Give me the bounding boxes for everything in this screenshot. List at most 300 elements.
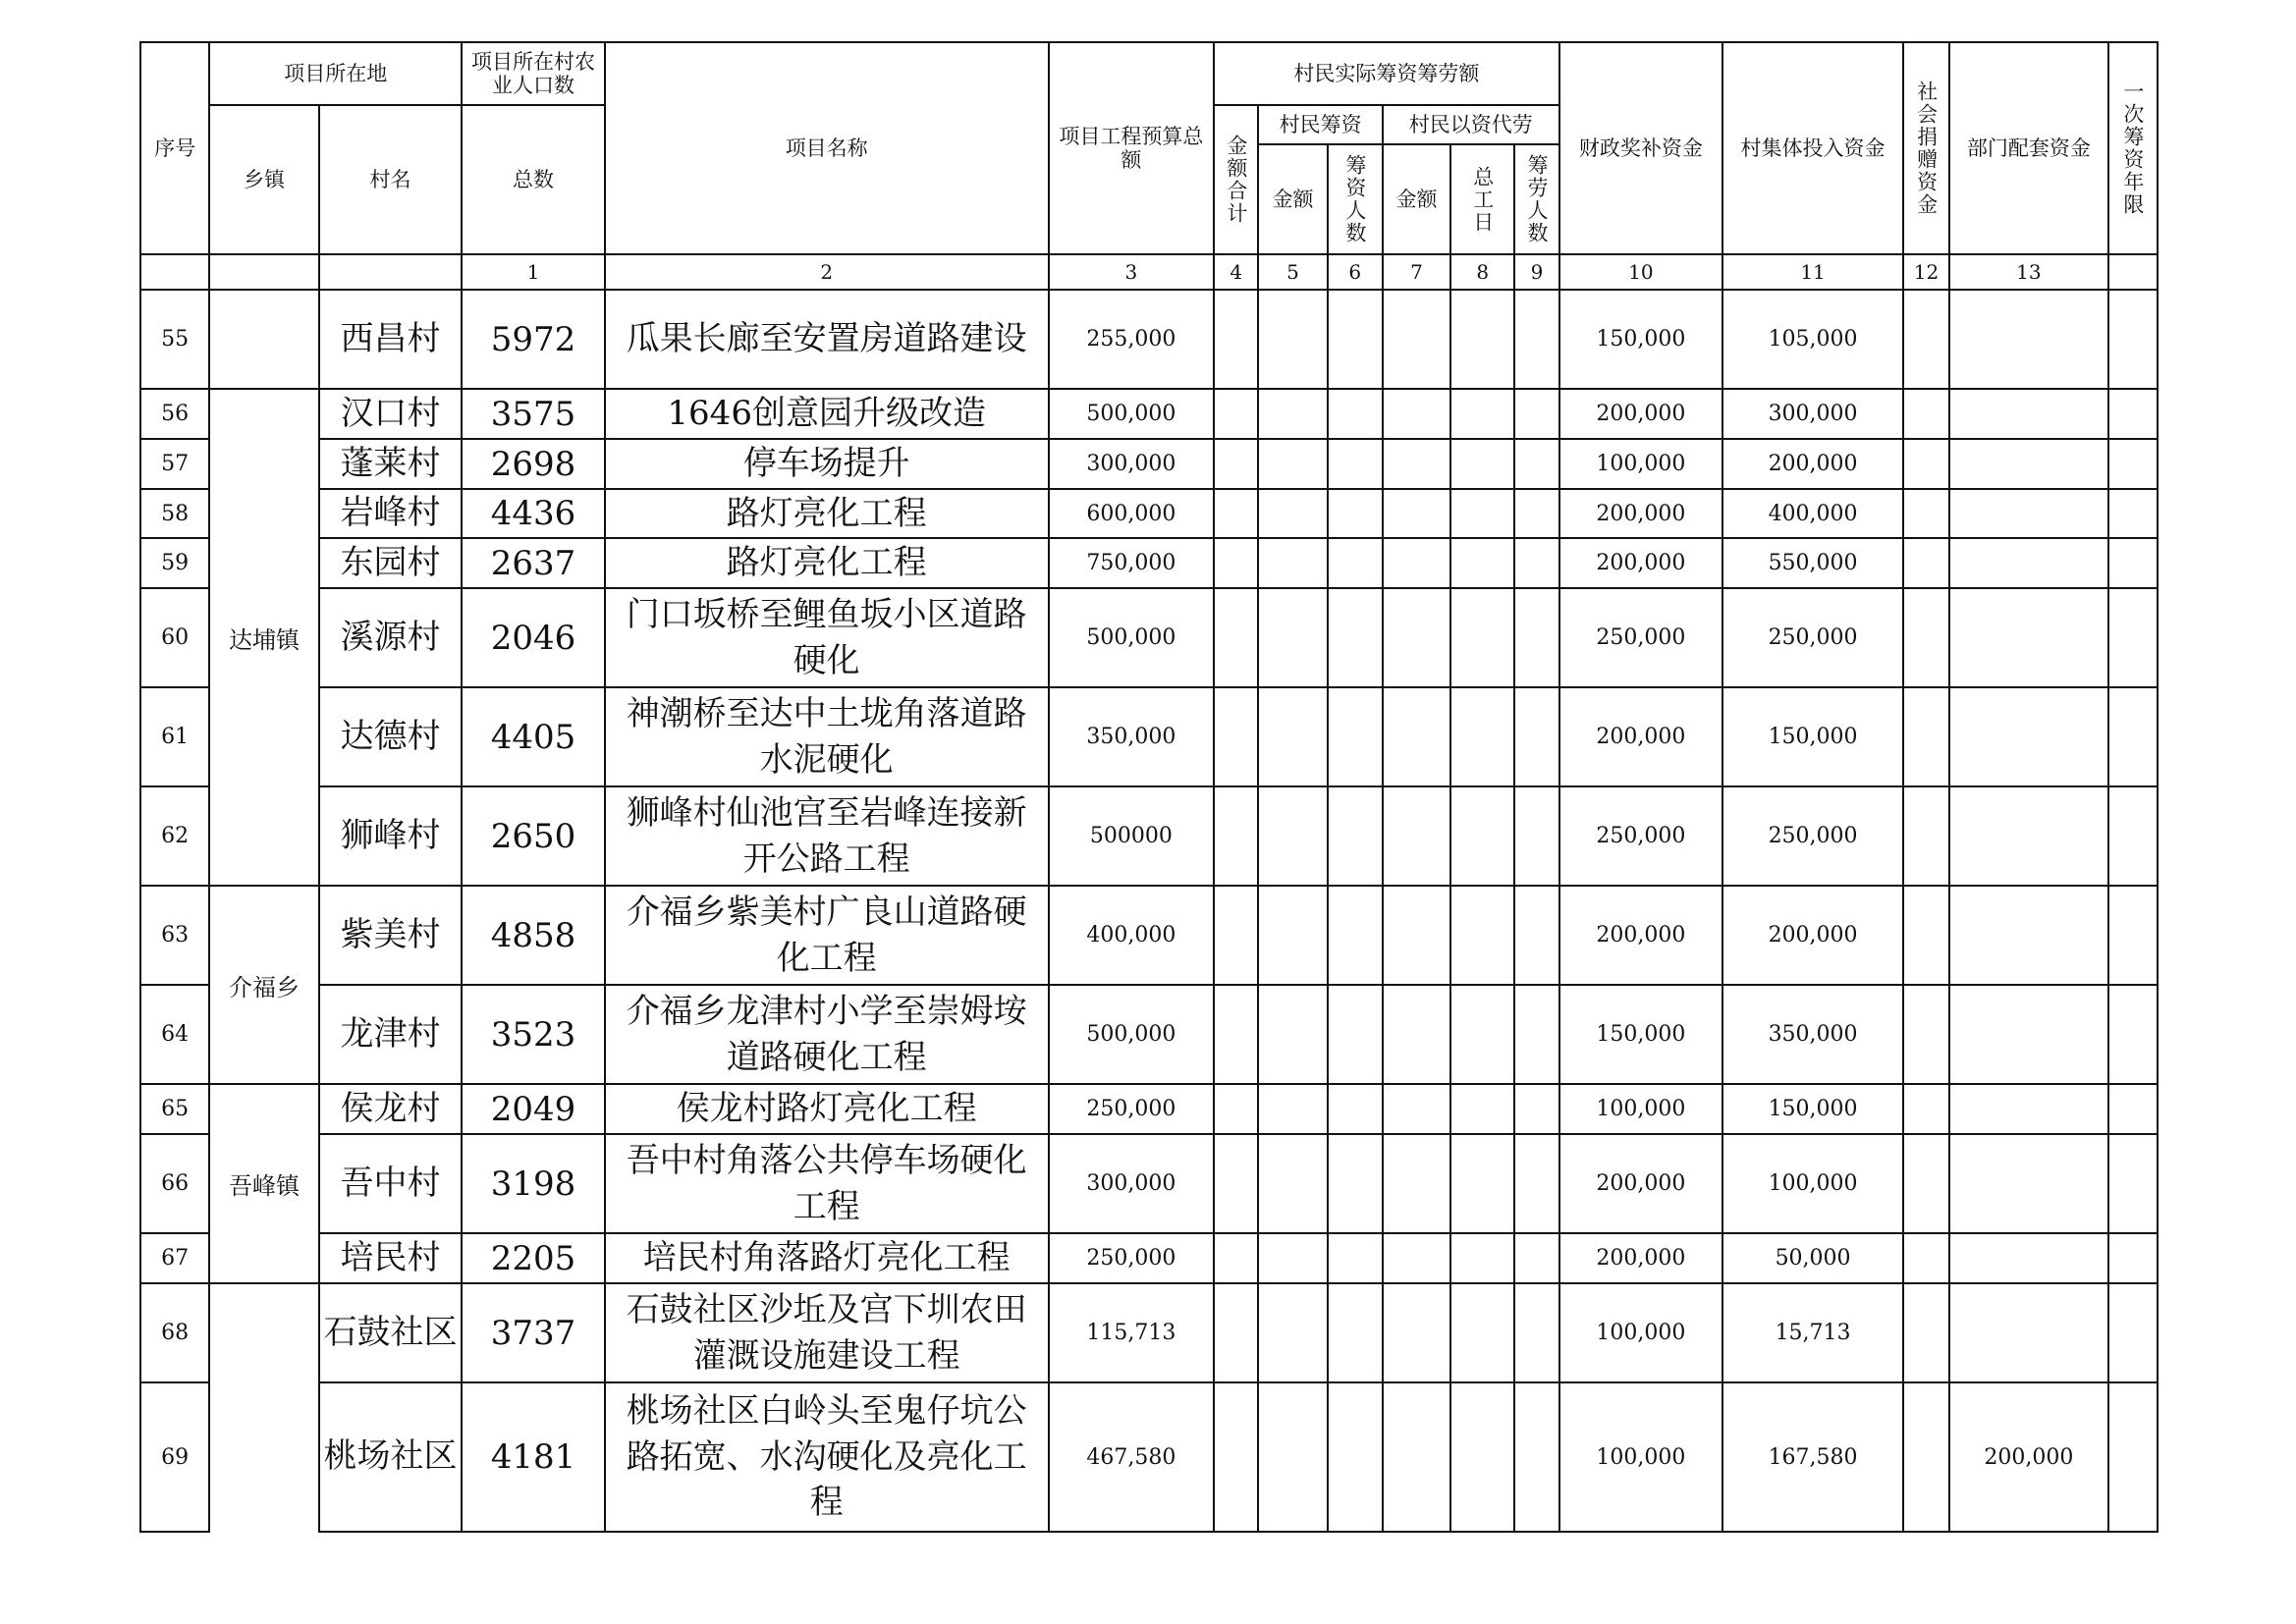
fiscal-subsidy-cell: 250,000 — [1559, 588, 1723, 687]
fiscal-subsidy-cell: 200,000 — [1559, 687, 1723, 786]
seq-cell: 68 — [140, 1283, 209, 1382]
workdays-cell — [1450, 389, 1514, 439]
header-villager-group: 村民实际筹资筹劳额 — [1214, 42, 1558, 105]
population-cell: 2637 — [462, 538, 605, 588]
seq-cell: 61 — [140, 687, 209, 786]
header-one-time-years — [2108, 42, 2158, 254]
funding-amount-cell — [1258, 1233, 1327, 1283]
budget-cell: 750,000 — [1049, 538, 1215, 588]
project-name-cell: 吾中村角落公共停车场硬化工程 — [605, 1134, 1049, 1233]
labor-people-cell — [1514, 1283, 1558, 1382]
population-cell: 4181 — [462, 1382, 605, 1532]
workdays-cell — [1450, 1382, 1514, 1532]
village-cell: 石鼓社区 — [319, 1283, 463, 1382]
amount-total-cell — [1214, 389, 1258, 439]
labor-amount-cell — [1383, 538, 1450, 588]
amount-total-cell — [1214, 538, 1258, 588]
collective-investment-cell: 300,000 — [1722, 389, 1903, 439]
index-cell: 13 — [1949, 254, 2108, 290]
collective-investment-cell: 150,000 — [1722, 687, 1903, 786]
population-cell: 4436 — [462, 489, 605, 538]
table-row — [140, 538, 2158, 588]
township-cell-wufeng: 吾峰镇 — [209, 1084, 318, 1283]
funding-people-cell — [1328, 985, 1383, 1084]
labor-amount-cell — [1383, 1283, 1450, 1382]
collective-investment-cell: 250,000 — [1722, 588, 1903, 687]
funding-amount-cell — [1258, 687, 1327, 786]
labor-people-cell — [1514, 886, 1558, 985]
header-funding-people — [1328, 144, 1383, 254]
project-name-cell: 门口坂桥至鲤鱼坂小区道路硬化 — [605, 588, 1049, 687]
table-row — [140, 489, 2158, 538]
funding-amount-cell — [1258, 588, 1327, 687]
workdays-cell — [1450, 687, 1514, 786]
funding-people-cell — [1328, 886, 1383, 985]
table-row — [140, 290, 2158, 389]
funding-amount-cell — [1258, 439, 1327, 489]
workdays-cell — [1450, 1084, 1514, 1134]
village-cell: 汉口村 — [319, 389, 463, 439]
collective-investment-cell: 150,000 — [1722, 1084, 1903, 1134]
budget-cell: 467,580 — [1049, 1382, 1215, 1532]
header-location-group: 项目所在地 — [209, 42, 462, 105]
village-cell: 培民村 — [319, 1233, 463, 1283]
header-population-group: 项目所在村农业人口数 — [462, 42, 605, 105]
population-cell: 2046 — [462, 588, 605, 687]
labor-people-cell — [1514, 389, 1558, 439]
workdays-cell — [1450, 1134, 1514, 1233]
funding-amount-cell — [1258, 290, 1327, 389]
project-name-cell: 介福乡龙津村小学至崇姆垵道路硬化工程 — [605, 985, 1049, 1084]
budget-cell: 300,000 — [1049, 1134, 1215, 1233]
social-donation-cell — [1903, 538, 1949, 588]
table-row — [140, 687, 2158, 786]
index-cell: 3 — [1049, 254, 1215, 290]
social-donation-cell — [1903, 290, 1949, 389]
collective-investment-cell: 400,000 — [1722, 489, 1903, 538]
amount-total-cell — [1214, 886, 1258, 985]
dept-matching-cell — [1949, 439, 2108, 489]
project-name-cell: 1646创意园升级改造 — [605, 389, 1049, 439]
social-donation-cell — [1903, 489, 1949, 538]
dept-matching-cell — [1949, 290, 2108, 389]
years-cell — [2108, 687, 2158, 786]
years-cell — [2108, 1233, 2158, 1283]
population-cell: 3523 — [462, 985, 605, 1084]
years-cell — [2108, 786, 2158, 886]
fiscal-subsidy-cell: 200,000 — [1559, 538, 1723, 588]
amount-total-cell — [1214, 588, 1258, 687]
index-cell: 11 — [1722, 254, 1903, 290]
village-cell: 东园村 — [319, 538, 463, 588]
seq-cell: 60 — [140, 588, 209, 687]
funding-people-cell — [1328, 1134, 1383, 1233]
labor-amount-cell — [1383, 389, 1450, 439]
funding-people-cell — [1328, 1382, 1383, 1532]
collective-investment-cell: 100,000 — [1722, 1134, 1903, 1233]
dept-matching-cell — [1949, 588, 2108, 687]
fiscal-subsidy-cell: 200,000 — [1559, 1233, 1723, 1283]
seq-cell: 65 — [140, 1084, 209, 1134]
labor-amount-cell — [1383, 588, 1450, 687]
population-cell: 4858 — [462, 886, 605, 985]
village-cell: 桃场社区 — [319, 1382, 463, 1532]
index-cell: 5 — [1258, 254, 1327, 290]
project-name-cell: 培民村角落路灯亮化工程 — [605, 1233, 1049, 1283]
funding-people-cell — [1328, 786, 1383, 886]
header-amount-total-text: 金额合计 — [1224, 135, 1248, 225]
labor-people-cell — [1514, 588, 1558, 687]
funding-people-cell — [1328, 439, 1383, 489]
project-name-cell: 路灯亮化工程 — [605, 489, 1049, 538]
years-cell — [2108, 489, 2158, 538]
amount-total-cell — [1214, 985, 1258, 1084]
social-donation-cell — [1903, 786, 1949, 886]
village-cell: 龙津村 — [319, 985, 463, 1084]
header-one-time-years-text: 一次筹资年限 — [2120, 81, 2145, 216]
fiscal-subsidy-cell: 100,000 — [1559, 1084, 1723, 1134]
social-donation-cell — [1903, 588, 1949, 687]
labor-people-cell — [1514, 439, 1558, 489]
header-labor-people-text: 筹劳人数 — [1525, 154, 1550, 244]
village-cell: 溪源村 — [319, 588, 463, 687]
budget-cell: 250,000 — [1049, 1233, 1215, 1283]
header-villager-funding: 村民筹资 — [1258, 105, 1382, 144]
index-cell — [140, 254, 209, 290]
labor-amount-cell — [1383, 687, 1450, 786]
fiscal-subsidy-cell: 250,000 — [1559, 786, 1723, 886]
seq-cell: 55 — [140, 290, 209, 389]
labor-amount-cell — [1383, 1233, 1450, 1283]
years-cell — [2108, 886, 2158, 985]
fiscal-subsidy-cell: 100,000 — [1559, 1283, 1723, 1382]
budget-cell: 500,000 — [1049, 985, 1215, 1084]
funding-table — [139, 41, 2159, 1533]
budget-cell: 500000 — [1049, 786, 1215, 886]
collective-investment-cell: 50,000 — [1722, 1233, 1903, 1283]
seq-cell: 63 — [140, 886, 209, 985]
funding-people-cell — [1328, 538, 1383, 588]
population-cell: 2205 — [462, 1233, 605, 1283]
funding-amount-cell — [1258, 538, 1327, 588]
funding-people-cell — [1328, 1283, 1383, 1382]
collective-investment-cell: 15,713 — [1722, 1283, 1903, 1382]
collective-investment-cell: 350,000 — [1722, 985, 1903, 1084]
index-cell: 10 — [1559, 254, 1723, 290]
index-cell: 12 — [1903, 254, 1949, 290]
budget-cell: 600,000 — [1049, 489, 1215, 538]
labor-amount-cell — [1383, 1134, 1450, 1233]
project-name-cell: 狮峰村仙池宫至岩峰连接新开公路工程 — [605, 786, 1049, 886]
header-social-donation-text: 社会捐赠资金 — [1914, 81, 1939, 216]
project-name-cell: 侯龙村路灯亮化工程 — [605, 1084, 1049, 1134]
village-cell: 吾中村 — [319, 1134, 463, 1233]
table-row — [140, 1382, 2158, 1532]
collective-investment-cell: 105,000 — [1722, 290, 1903, 389]
dept-matching-cell — [1949, 886, 2108, 985]
project-name-cell: 瓜果长廊至安置房道路建设 — [605, 290, 1049, 389]
labor-amount-cell — [1383, 439, 1450, 489]
township-cell-dabu: 达埔镇 — [209, 389, 318, 886]
village-cell: 达德村 — [319, 687, 463, 786]
funding-amount-cell — [1258, 985, 1327, 1084]
index-cell: 8 — [1450, 254, 1514, 290]
labor-amount-cell — [1383, 489, 1450, 538]
fiscal-subsidy-cell: 200,000 — [1559, 886, 1723, 985]
labor-amount-cell — [1383, 985, 1450, 1084]
funding-people-cell — [1328, 588, 1383, 687]
amount-total-cell — [1214, 1382, 1258, 1532]
social-donation-cell — [1903, 1134, 1949, 1233]
dept-matching-cell — [1949, 1233, 2108, 1283]
social-donation-cell — [1903, 439, 1949, 489]
project-name-cell: 介福乡紫美村广良山道路硬化工程 — [605, 886, 1049, 985]
seq-cell: 59 — [140, 538, 209, 588]
header-amount: 金额 — [1258, 144, 1327, 254]
table-row — [140, 985, 2158, 1084]
dept-matching-cell — [1949, 489, 2108, 538]
budget-cell: 300,000 — [1049, 439, 1215, 489]
years-cell — [2108, 389, 2158, 439]
funding-amount-cell — [1258, 786, 1327, 886]
labor-people-cell — [1514, 985, 1558, 1084]
header-project-name: 项目名称 — [605, 42, 1049, 254]
dept-matching-cell — [1949, 985, 2108, 1084]
workdays-cell — [1450, 886, 1514, 985]
labor-people-cell — [1514, 1134, 1558, 1233]
social-donation-cell — [1903, 985, 1949, 1084]
amount-total-cell — [1214, 1283, 1258, 1382]
funding-amount-cell — [1258, 489, 1327, 538]
village-cell: 岩峰村 — [319, 489, 463, 538]
index-cell: 7 — [1383, 254, 1450, 290]
years-cell — [2108, 1283, 2158, 1382]
township-cell — [209, 1283, 318, 1532]
workdays-cell — [1450, 290, 1514, 389]
index-cell — [209, 254, 318, 290]
table-row — [140, 439, 2158, 489]
dept-matching-cell: 200,000 — [1949, 1382, 2108, 1532]
workdays-cell — [1450, 985, 1514, 1084]
funding-amount-cell — [1258, 1084, 1327, 1134]
collective-investment-cell: 250,000 — [1722, 786, 1903, 886]
column-index-row — [140, 254, 2158, 290]
population-cell: 3737 — [462, 1283, 605, 1382]
index-cell: 2 — [605, 254, 1049, 290]
years-cell — [2108, 439, 2158, 489]
header-collective-investment: 村集体投入资金 — [1722, 42, 1903, 254]
index-cell — [319, 254, 463, 290]
workdays-cell — [1450, 538, 1514, 588]
labor-people-cell — [1514, 687, 1558, 786]
index-cell: 1 — [462, 254, 605, 290]
collective-investment-cell: 200,000 — [1722, 886, 1903, 985]
amount-total-cell — [1214, 489, 1258, 538]
dept-matching-cell — [1949, 786, 2108, 886]
workdays-cell — [1450, 786, 1514, 886]
amount-total-cell — [1214, 1233, 1258, 1283]
labor-people-cell — [1514, 1382, 1558, 1532]
workdays-cell — [1450, 489, 1514, 538]
labor-amount-cell — [1383, 886, 1450, 985]
funding-people-cell — [1328, 1084, 1383, 1134]
fiscal-subsidy-cell: 100,000 — [1559, 439, 1723, 489]
years-cell — [2108, 1382, 2158, 1532]
village-cell: 侯龙村 — [319, 1084, 463, 1134]
funding-people-cell — [1328, 1233, 1383, 1283]
collective-investment-cell: 167,580 — [1722, 1382, 1903, 1532]
amount-total-cell — [1214, 786, 1258, 886]
budget-cell: 500,000 — [1049, 389, 1215, 439]
seq-cell: 66 — [140, 1134, 209, 1233]
social-donation-cell — [1903, 1233, 1949, 1283]
fiscal-subsidy-cell: 200,000 — [1559, 1134, 1723, 1233]
dept-matching-cell — [1949, 389, 2108, 439]
years-cell — [2108, 538, 2158, 588]
amount-total-cell — [1214, 687, 1258, 786]
header-budget: 项目工程预算总额 — [1049, 42, 1215, 254]
village-cell: 紫美村 — [319, 886, 463, 985]
workdays-cell — [1450, 439, 1514, 489]
seq-cell: 58 — [140, 489, 209, 538]
amount-total-cell — [1214, 1084, 1258, 1134]
project-name-cell: 神潮桥至达中土垅角落道路水泥硬化 — [605, 687, 1049, 786]
table-row — [140, 389, 2158, 439]
social-donation-cell — [1903, 687, 1949, 786]
header-total-workdays-text: 总工日 — [1470, 165, 1495, 234]
header-labor-people — [1514, 144, 1558, 254]
fiscal-subsidy-cell: 150,000 — [1559, 290, 1723, 389]
header-township: 乡镇 — [209, 105, 318, 254]
fiscal-subsidy-cell: 150,000 — [1559, 985, 1723, 1084]
social-donation-cell — [1903, 1283, 1949, 1382]
dept-matching-cell — [1949, 687, 2108, 786]
collective-investment-cell: 200,000 — [1722, 439, 1903, 489]
budget-cell: 350,000 — [1049, 687, 1215, 786]
index-cell: 9 — [1514, 254, 1558, 290]
labor-amount-cell — [1383, 1382, 1450, 1532]
funding-people-cell — [1328, 389, 1383, 439]
years-cell — [2108, 985, 2158, 1084]
budget-cell: 400,000 — [1049, 886, 1215, 985]
header-seq: 序号 — [140, 42, 209, 254]
seq-cell: 64 — [140, 985, 209, 1084]
seq-cell: 57 — [140, 439, 209, 489]
fiscal-subsidy-cell: 200,000 — [1559, 489, 1723, 538]
funding-amount-cell — [1258, 1382, 1327, 1532]
population-cell: 2698 — [462, 439, 605, 489]
header-social-donation — [1903, 42, 1949, 254]
labor-people-cell — [1514, 1233, 1558, 1283]
fiscal-subsidy-cell: 100,000 — [1559, 1382, 1723, 1532]
population-cell: 2650 — [462, 786, 605, 886]
table-row — [140, 1233, 2158, 1283]
funding-people-cell — [1328, 687, 1383, 786]
labor-people-cell — [1514, 1084, 1558, 1134]
index-cell: 6 — [1328, 254, 1383, 290]
seq-cell: 56 — [140, 389, 209, 439]
header-fiscal-subsidy: 财政奖补资金 — [1559, 42, 1723, 254]
social-donation-cell — [1903, 886, 1949, 985]
budget-cell: 115,713 — [1049, 1283, 1215, 1382]
header-funding-people-text: 筹资人数 — [1342, 154, 1367, 244]
funding-amount-cell — [1258, 886, 1327, 985]
amount-total-cell — [1214, 439, 1258, 489]
header-dept-matching: 部门配套资金 — [1949, 42, 2108, 254]
table-row — [140, 1134, 2158, 1233]
table-row — [140, 588, 2158, 687]
labor-amount-cell — [1383, 786, 1450, 886]
population-cell: 3575 — [462, 389, 605, 439]
township-cell-jiefu: 介福乡 — [209, 886, 318, 1084]
amount-total-cell — [1214, 290, 1258, 389]
header-population-total: 总数 — [462, 105, 605, 254]
header-amount-total — [1214, 105, 1258, 254]
dept-matching-cell — [1949, 538, 2108, 588]
years-cell — [2108, 290, 2158, 389]
table-row — [140, 786, 2158, 886]
budget-cell: 250,000 — [1049, 1084, 1215, 1134]
workdays-cell — [1450, 1233, 1514, 1283]
population-cell: 5972 — [462, 290, 605, 389]
labor-people-cell — [1514, 290, 1558, 389]
header-labor-in-lieu: 村民以资代劳 — [1383, 105, 1559, 144]
funding-amount-cell — [1258, 1283, 1327, 1382]
social-donation-cell — [1903, 389, 1949, 439]
years-cell — [2108, 588, 2158, 687]
village-cell: 蓬莱村 — [319, 439, 463, 489]
dept-matching-cell — [1949, 1084, 2108, 1134]
fiscal-subsidy-cell: 200,000 — [1559, 389, 1723, 439]
years-cell — [2108, 1134, 2158, 1233]
budget-cell: 255,000 — [1049, 290, 1215, 389]
social-donation-cell — [1903, 1084, 1949, 1134]
village-cell: 西昌村 — [319, 290, 463, 389]
seq-cell: 62 — [140, 786, 209, 886]
years-cell — [2108, 1084, 2158, 1134]
population-cell: 2049 — [462, 1084, 605, 1134]
funding-people-cell — [1328, 489, 1383, 538]
labor-amount-cell — [1383, 290, 1450, 389]
header-village: 村名 — [319, 105, 463, 254]
funding-amount-cell — [1258, 389, 1327, 439]
budget-cell: 500,000 — [1049, 588, 1215, 687]
seq-cell: 69 — [140, 1382, 209, 1532]
labor-people-cell — [1514, 786, 1558, 886]
project-name-cell: 桃场社区白岭头至鬼仔坑公路拓宽、水沟硬化及亮化工程 — [605, 1382, 1049, 1532]
dept-matching-cell — [1949, 1134, 2108, 1233]
project-name-cell: 石鼓社区沙坵及宫下圳农田灌溉设施建设工程 — [605, 1283, 1049, 1382]
table-row — [140, 886, 2158, 985]
index-cell: 4 — [1214, 254, 1258, 290]
seq-cell: 67 — [140, 1233, 209, 1283]
labor-people-cell — [1514, 538, 1558, 588]
workdays-cell — [1450, 588, 1514, 687]
table-row — [140, 1084, 2158, 1134]
amount-total-cell — [1214, 1134, 1258, 1233]
social-donation-cell — [1903, 1382, 1949, 1532]
collective-investment-cell: 550,000 — [1722, 538, 1903, 588]
project-name-cell: 路灯亮化工程 — [605, 538, 1049, 588]
labor-people-cell — [1514, 489, 1558, 538]
header-total-workdays — [1450, 144, 1514, 254]
workdays-cell — [1450, 1283, 1514, 1382]
village-cell: 狮峰村 — [319, 786, 463, 886]
township-cell — [209, 290, 318, 389]
funding-amount-cell — [1258, 1134, 1327, 1233]
population-cell: 4405 — [462, 687, 605, 786]
index-cell — [2108, 254, 2158, 290]
